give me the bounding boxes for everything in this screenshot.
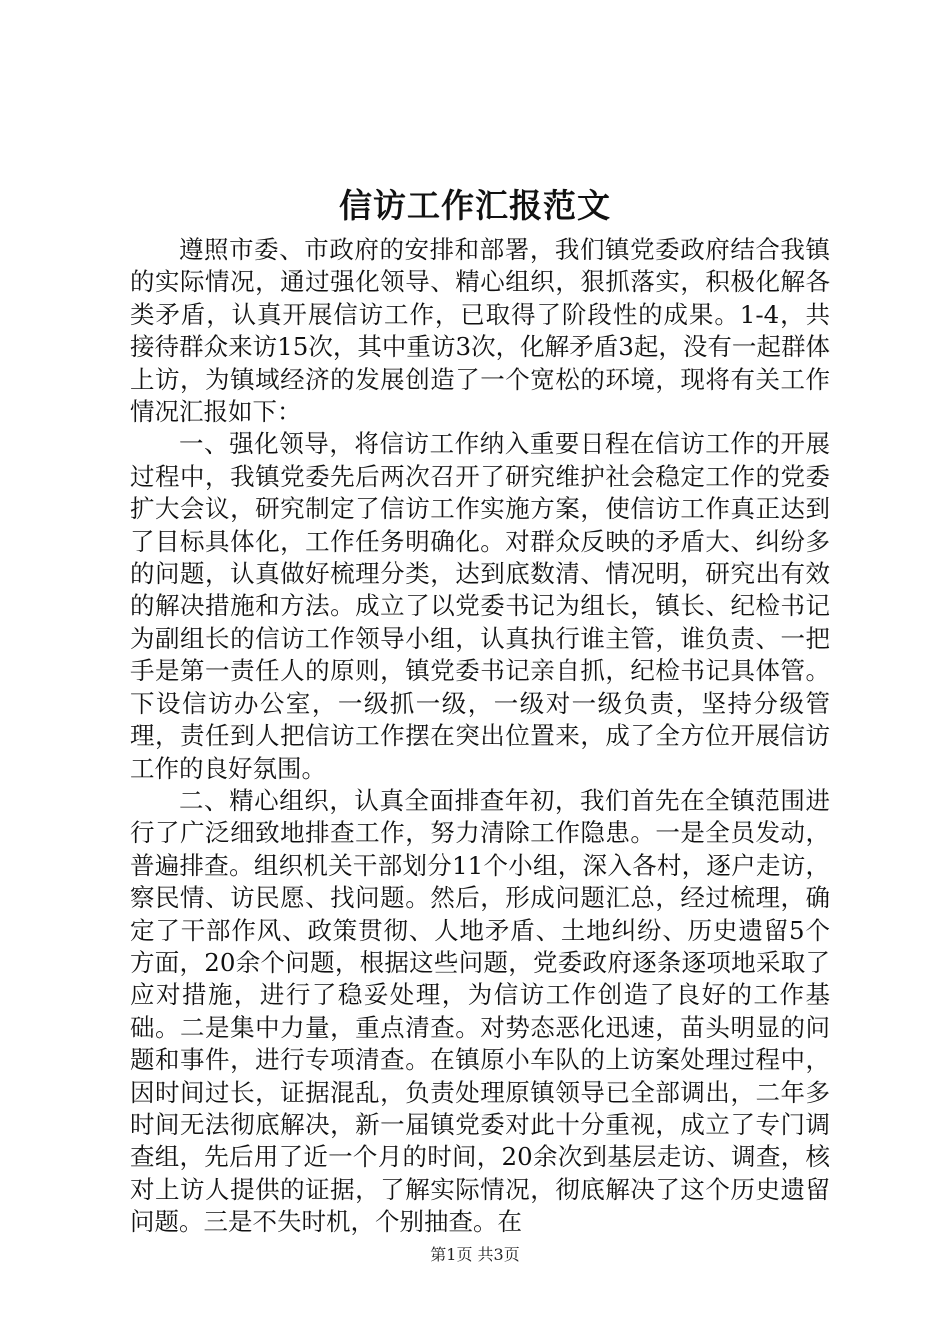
paragraph-section-2: 二、精心组织，认真全面排查年初，我们首先在全镇范围进行了广泛细致地排查工作，努力清除工作隐患。一是全员发动，普遍排查。组织机关干部划分11个小组，深入各村，逐户走访，察民情、访民愿、找问题。然后，形成问题汇总，经过梳理，确定了干部作风、政策贯彻、人地矛盾、土地纠纷、历史遗留5个方面，20余个问题，根据这些问题，党委政府逐条逐项地采取了应对措施，进行了稳妥处理，为信访工作创造了良好的工作基础。二是集中力量，重点清查。对势态恶化迅速，苗头明显的问题和事件，进行专项清查。在镇原小车队的上访案处理过程中，因时间过长，证据混乱，负责处理原镇领导已全部调出，二年多时间无法彻底解决，新一届镇党委对此十分重视，成立了专门调查组，先后用了近一个月的时间，20余次到基层走访、调查，核对上访人提供的证据，了解实际情况，彻底解决了这个历史遗留问题。三是不失时机，个别抽查。在 (130, 785, 830, 1237)
document-title: 信访工作汇报范文 (339, 186, 611, 225)
document-body (130, 234, 830, 1239)
page-number-footer: 第1页 共3页 (430, 1245, 520, 1264)
paragraph-intro: 遵照市委、市政府的安排和部署，我们镇党委政府结合我镇的实际情况，通过强化领导、精心组织，狠抓落实，积极化解各类矛盾，认真开展信访工作，已取得了阶段性的成果。1-4，共接待群众来访15次，其中重访3次，化解矛盾3起，没有一起群体上访，为镇域经济的发展创造了一个宽松的环境，现将有关工作情况汇报如下： (130, 235, 830, 427)
paragraph-section-1: 一、强化领导，将信访工作纳入重要日程在信访工作的开展过程中，我镇党委先后两次召开了研究维护社会稳定工作的党委扩大会议，研究制定了信访工作实施方案，使信访工作真正达到了目标具体化，工作任务明确化。对群众反映的矛盾大、纠纷多的问题，认真做好梳理分类，达到底数清、情况明，研究出有效的解决措施和方法。成立了以党委书记为组长，镇长、纪检书记为副组长的信访工作领导小组，认真执行谁主管，谁负责、一把手是第一责任人的原则，镇党委书记亲自抓，纪检书记具体管。下设信访办公室，一级抓一级，一级对一级负责，坚持分级管理，责任到人把信访工作摆在突出位置来，成了全方位开展信访工作的良好氛围。 (130, 429, 830, 783)
